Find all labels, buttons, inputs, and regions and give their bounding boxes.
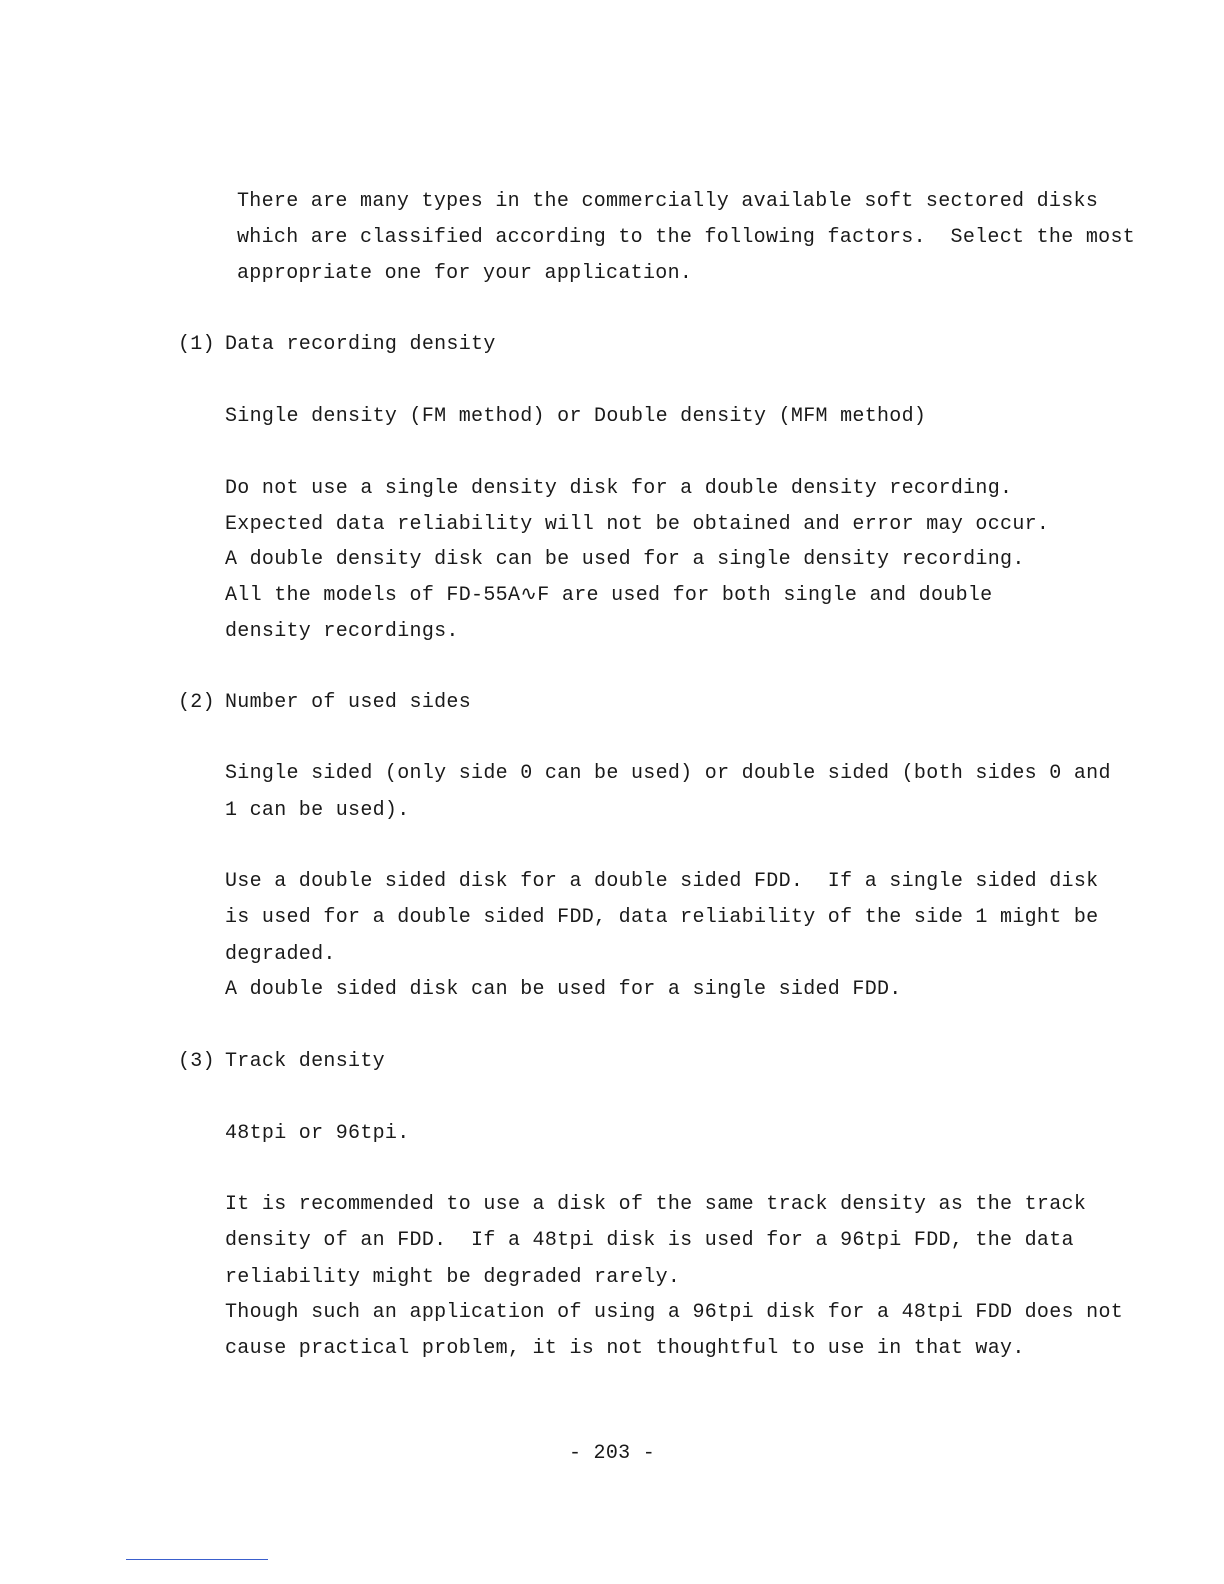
section-note-line: A double density disk can be used for a single density recording. bbox=[225, 548, 1025, 571]
section-note-line: reliability might be degraded rarely. bbox=[225, 1266, 681, 1289]
section-note-line: cause practical problem, it is not thoughtful to use in that way. bbox=[225, 1337, 1025, 1360]
section-options-line: Single density (FM method) or Double density (MFM method) bbox=[225, 405, 927, 428]
section-options-line: 48tpi or 96tpi. bbox=[225, 1122, 410, 1145]
section-note-line: A double sided disk can be used for a single sided FDD. bbox=[225, 978, 902, 1001]
page-number: - 203 - bbox=[568, 1442, 656, 1465]
section-note-line: Do not use a single density disk for a double density recording. bbox=[225, 477, 1013, 500]
section-number: (3) bbox=[178, 1050, 215, 1073]
section-note-line: density of an FDD. If a 48tpi disk is used for a 96tpi FDD, the data bbox=[225, 1229, 1074, 1252]
section-note-line: Though such an application of using a 96tpi disk for a 48tpi FDD does not bbox=[225, 1301, 1124, 1324]
section-options-line: Single sided (only side 0 can be used) or double sided (both sides 0 and bbox=[225, 762, 1111, 785]
section-number: (1) bbox=[178, 333, 215, 356]
section-note-line: is used for a double sided FDD, data reliability of the side 1 might be bbox=[225, 906, 1099, 929]
section-title: Data recording density bbox=[225, 333, 496, 356]
section-options-line: 1 can be used). bbox=[225, 799, 410, 822]
intro-line: which are classified according to the following factors. Select the most bbox=[237, 226, 1136, 249]
footer-divider bbox=[126, 1559, 268, 1560]
section-note-line: All the models of FD-55A∿F are used for both single and double bbox=[225, 584, 993, 607]
section-note-line: Expected data reliability will not be obtained and error may occur. bbox=[225, 513, 1050, 536]
section-note-line: It is recommended to use a disk of the same track density as the track bbox=[225, 1193, 1087, 1216]
section-title: Track density bbox=[225, 1050, 385, 1073]
section-note-line: degraded. bbox=[225, 943, 336, 966]
intro-line: There are many types in the commercially available soft sectored disks bbox=[237, 190, 1099, 213]
intro-line: appropriate one for your application. bbox=[237, 262, 693, 285]
section-number: (2) bbox=[178, 691, 215, 714]
section-note-line: density recordings. bbox=[225, 620, 459, 643]
section-title: Number of used sides bbox=[225, 691, 472, 714]
section-note-line: Use a double sided disk for a double sided FDD. If a single sided disk bbox=[225, 870, 1099, 893]
